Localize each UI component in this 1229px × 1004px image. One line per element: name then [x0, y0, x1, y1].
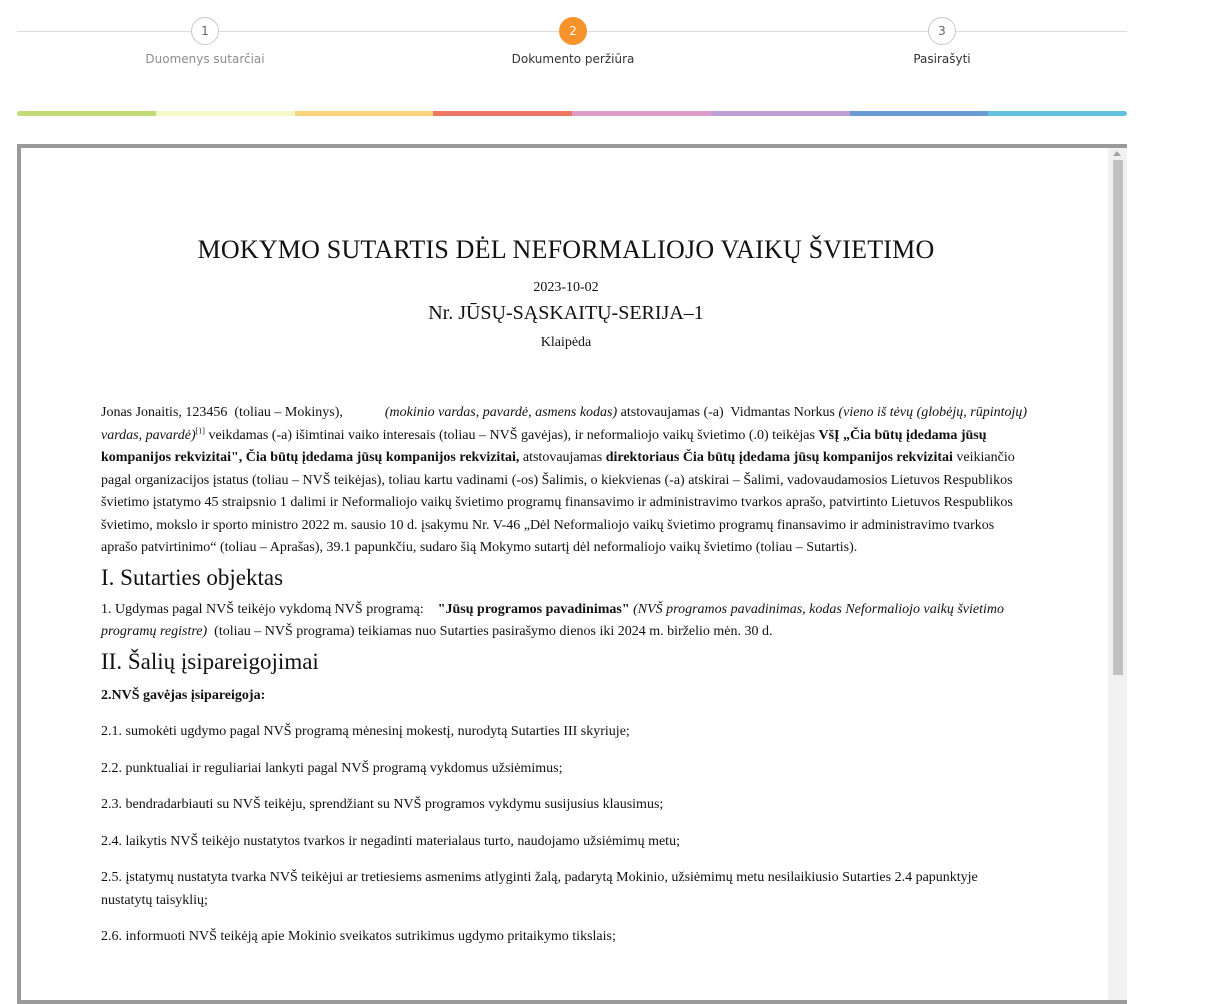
student-name: Jonas Jonaitis, 123456 — [101, 405, 228, 420]
step-circle-2[interactable]: 2 — [559, 17, 587, 45]
document-scrollbar[interactable] — [1108, 148, 1127, 1000]
step-label-1: Duomenys sutarčiai — [145, 52, 265, 66]
section-1-end: (toliau – NVŠ programa) teikiamas nuo Sutarties pasirašymo dienos iki 2024 m. birželio mėn. 30 d. — [214, 624, 773, 639]
document-title: MOKYMO SUTARTIS DĖL NEFORMALIOJO VAIKŲ ŠVIETIMO — [197, 235, 935, 264]
acting-text: veikdamas (-a) išimtinai vaiko interesais (toliau – NVŠ gavėjas), ir neformaliojo vaikų švietimo (.0) teikėjas — [208, 427, 815, 443]
step-label-3: Pasirašyti — [913, 52, 971, 66]
rainbow-segment-7 — [850, 111, 989, 116]
step-label-2: Dokumento peržiūra — [511, 52, 635, 66]
step-preview[interactable] — [473, 17, 673, 66]
document-date: 2023-10-02 — [533, 280, 599, 295]
intro-rest: veikiančio pagal organizacijos įstatus (toliau – NVŠ teikėjas), toliau kartu vadinami (-os) Šalimis, o kiekvienas (-a) atskirai – Šalimi, vadovaudamosios Lietuvos Respublikos švietimo įstatymo 45 straipsnio 1 dalimi ir Neformaliojo vaikų švietimo programų finansavimo ir administravimo tvarkos aprašo, patvirtinto Lietuvos Respublikos švietimo, mokslo ir sporto ministro 2022 m. sausio 10 d. įsakymu Nr. V-46 „Dėl Neformaliojo vaikų švietimo programų finansavimo ir administravimo tvarkos aprašo patvirtinimo“ (toliau – Aprašas), 39.1 papunkčiu, sudaro šią Mokymo sutartį dėl neformaliojo vaikų švietimo (toliau – Sutartis). — [101, 450, 1015, 555]
step-circle-3[interactable]: 3 — [928, 17, 956, 45]
provider-name: VšĮ „Čia būtų įdedama jūsų kompanijos rekvizitai", Čia būtų įdedama jūsų kompanijos rekvizitai, — [101, 427, 987, 465]
rainbow-segment-5 — [572, 111, 711, 116]
document-city: Klaipėda — [540, 335, 592, 350]
scroll-thumb[interactable] — [1113, 160, 1123, 675]
represented-text: atstovaujamas (-a) — [620, 405, 724, 420]
obligation-item: 2.4. laikytis NVŠ teikėjo nustatytos tvarkos ir negadinti materialaus turto, naudojamo užsiėmimų metu; — [101, 833, 680, 849]
rainbow-segment-6 — [711, 111, 850, 116]
document-preview[interactable] — [17, 144, 1127, 1004]
intro-paragraph — [101, 402, 1031, 560]
provider-represented: atstovaujamas — [522, 450, 603, 465]
obligation-item: 2.2. punktualiai ir reguliariai lankyti pagal NVŠ programą vykdomus užsiėmimus; — [101, 760, 563, 776]
document-content — [101, 148, 1031, 949]
rainbow-divider — [17, 111, 1127, 116]
document-number: Nr. JŪSŲ-SĄSKAITŲ-SERIJA–1 — [428, 302, 704, 324]
obligation-item: 2.6. informuoti NVŠ teikėją apie Mokinio sveikatos sutrikimus ugdymo pritaikymo tikslais; — [101, 929, 616, 944]
obligation-item: 2.3. bendradarbiauti su NVŠ teikėju, sprendžiant su NVŠ programos vykdymu susijusius klausimus; — [101, 797, 664, 812]
footnote-ref[interactable]: [1] — [195, 425, 205, 435]
rainbow-segment-4 — [433, 111, 572, 116]
rainbow-segment-1 — [17, 111, 156, 116]
director-name: direktoriaus Čia būtų įdedama jūsų kompanijos rekvizitai — [605, 450, 953, 465]
student-alias: (toliau – Mokinys), — [234, 405, 343, 420]
obligation-item: 2.1. sumokėti ugdymo pagal NVŠ programą mėnesinį mokestį, nurodytą Sutarties III skyriuje; — [101, 724, 630, 739]
rainbow-segment-8 — [988, 111, 1127, 116]
section-1-start: 1. Ugdymas pagal NVŠ teikėjo vykdomą NVŠ programą: — [101, 601, 424, 617]
scroll-up-arrow-icon[interactable] — [1113, 151, 1121, 156]
step-data[interactable] — [105, 17, 305, 66]
progress-stepper — [17, 17, 1127, 77]
section-2-subheading: 2.NVŠ gavėjas įsipareigoja: — [101, 687, 266, 703]
parent-hint: (vieno iš tėvų (globėjų, rūpintojų) vardas, pavardė) — [101, 405, 1028, 443]
section-2-heading: II. Šalių įsipareigojimai — [101, 648, 319, 674]
step-circle-1[interactable]: 1 — [191, 17, 219, 45]
step-sign[interactable] — [842, 17, 1042, 66]
program-name: "Jūsų programos pavadinimas" — [437, 601, 630, 617]
parent-name: Vidmantas Norkus — [730, 405, 835, 420]
program-hint: (NVŠ programos pavadinimas, kodas Neformaliojo vaikų švietimo programų registre) — [101, 601, 1004, 639]
rainbow-segment-2 — [156, 111, 295, 116]
section-1-paragraph — [101, 599, 1031, 644]
obligation-item: 2.5. įstatymų nustatyta tvarka NVŠ teikėjui ar tretiesiems asmenims atlyginti žalą, padarytą Mokinio, užsiėmimų metu nesilaikiusio Sutarties 2.4 papunktyje nustatytų taisyklių; — [101, 870, 978, 908]
student-hint: (mokinio vardas, pavardė, asmens kodas) — [384, 405, 618, 420]
section-1-heading: I. Sutarties objektas — [101, 564, 284, 590]
rainbow-segment-3 — [295, 111, 434, 116]
